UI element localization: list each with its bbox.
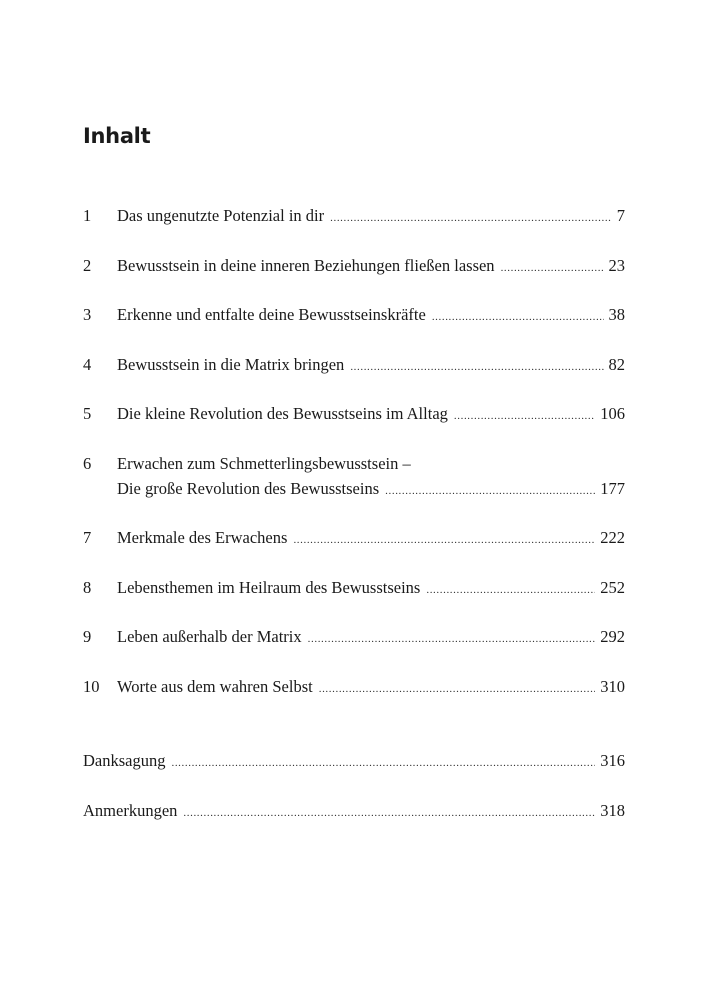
dot-leader — [308, 628, 596, 650]
chapter-number: 3 — [83, 305, 92, 324]
toc-entry-9 — [83, 626, 625, 648]
chapter-title: Bewusstsein in die Matrix bringen — [117, 355, 345, 374]
page-number: 222 — [600, 528, 625, 547]
chapter-number: 4 — [83, 355, 92, 374]
toc-entry-3 — [83, 304, 625, 326]
dot-leader — [293, 529, 595, 551]
toc-entry-8 — [83, 577, 625, 599]
chapter-number: 8 — [83, 578, 92, 597]
chapter-number: 5 — [83, 404, 92, 423]
page-number: 38 — [608, 305, 625, 324]
page-number: 318 — [600, 801, 625, 820]
toc-entry-4 — [83, 354, 625, 376]
page-number: 310 — [600, 677, 625, 696]
page-number: 177 — [600, 479, 625, 498]
chapter-number: 6 — [83, 454, 92, 473]
dot-leader — [350, 356, 603, 378]
page-number: 7 — [616, 206, 625, 225]
page-number: 23 — [608, 256, 625, 275]
chapter-title: Das ungenutzte Potenzial in dir — [117, 206, 325, 225]
dot-leader — [330, 207, 612, 229]
toc-entry-7 — [83, 527, 625, 549]
page-number: 252 — [600, 578, 625, 597]
chapter-title: Leben außerhalb der Matrix — [117, 627, 302, 646]
back-matter-title: Danksagung — [83, 751, 166, 770]
dot-leader — [426, 579, 595, 601]
toc-entry-danksagung — [83, 750, 625, 772]
dot-leader — [319, 678, 596, 700]
page-number: 106 — [600, 404, 625, 423]
chapter-title: Worte aus dem wahren Selbst — [117, 677, 313, 696]
chapter-title: Die große Revolution des Bewusstseins — [117, 479, 380, 498]
page-number: 82 — [608, 355, 625, 374]
dot-leader — [385, 480, 595, 502]
toc-entry-2 — [83, 255, 625, 277]
chapter-title-line1: Erwachen zum Schmetterlingsbewusstsein – — [117, 454, 411, 473]
page-title: Inhalt — [83, 124, 151, 148]
chapter-number: 7 — [83, 528, 92, 547]
chapter-title: Erkenne und entfalte deine Bewusstseinskräfte — [117, 305, 426, 324]
dot-leader — [501, 257, 604, 279]
toc-entry-6 — [83, 453, 625, 475]
toc-entry-10 — [83, 676, 625, 698]
dot-leader — [454, 405, 595, 427]
back-matter-title: Anmerkungen — [83, 801, 178, 820]
chapter-title: Merkmale des Erwachens — [117, 528, 288, 547]
chapter-title: Lebensthemen im Heilraum des Bewusstseins — [117, 578, 421, 597]
chapter-number: 1 — [83, 206, 92, 225]
chapter-number: 9 — [83, 627, 92, 646]
chapter-number: 2 — [83, 256, 92, 275]
chapter-title: Die kleine Revolution des Bewusstseins im Alltag — [117, 404, 448, 423]
chapter-title: Bewusstsein in deine inneren Beziehungen fließen lassen — [117, 256, 495, 275]
dot-leader — [171, 752, 595, 774]
chapter-number: 10 — [83, 677, 100, 696]
page-number: 292 — [600, 627, 625, 646]
toc-entry-anmerkungen — [83, 800, 625, 822]
toc-entry-5 — [83, 403, 625, 425]
dot-leader — [183, 802, 595, 824]
toc-entry-6-cont — [117, 478, 625, 500]
dot-leader — [432, 306, 604, 328]
page-number: 316 — [600, 751, 625, 770]
toc-entry-1 — [83, 205, 625, 227]
